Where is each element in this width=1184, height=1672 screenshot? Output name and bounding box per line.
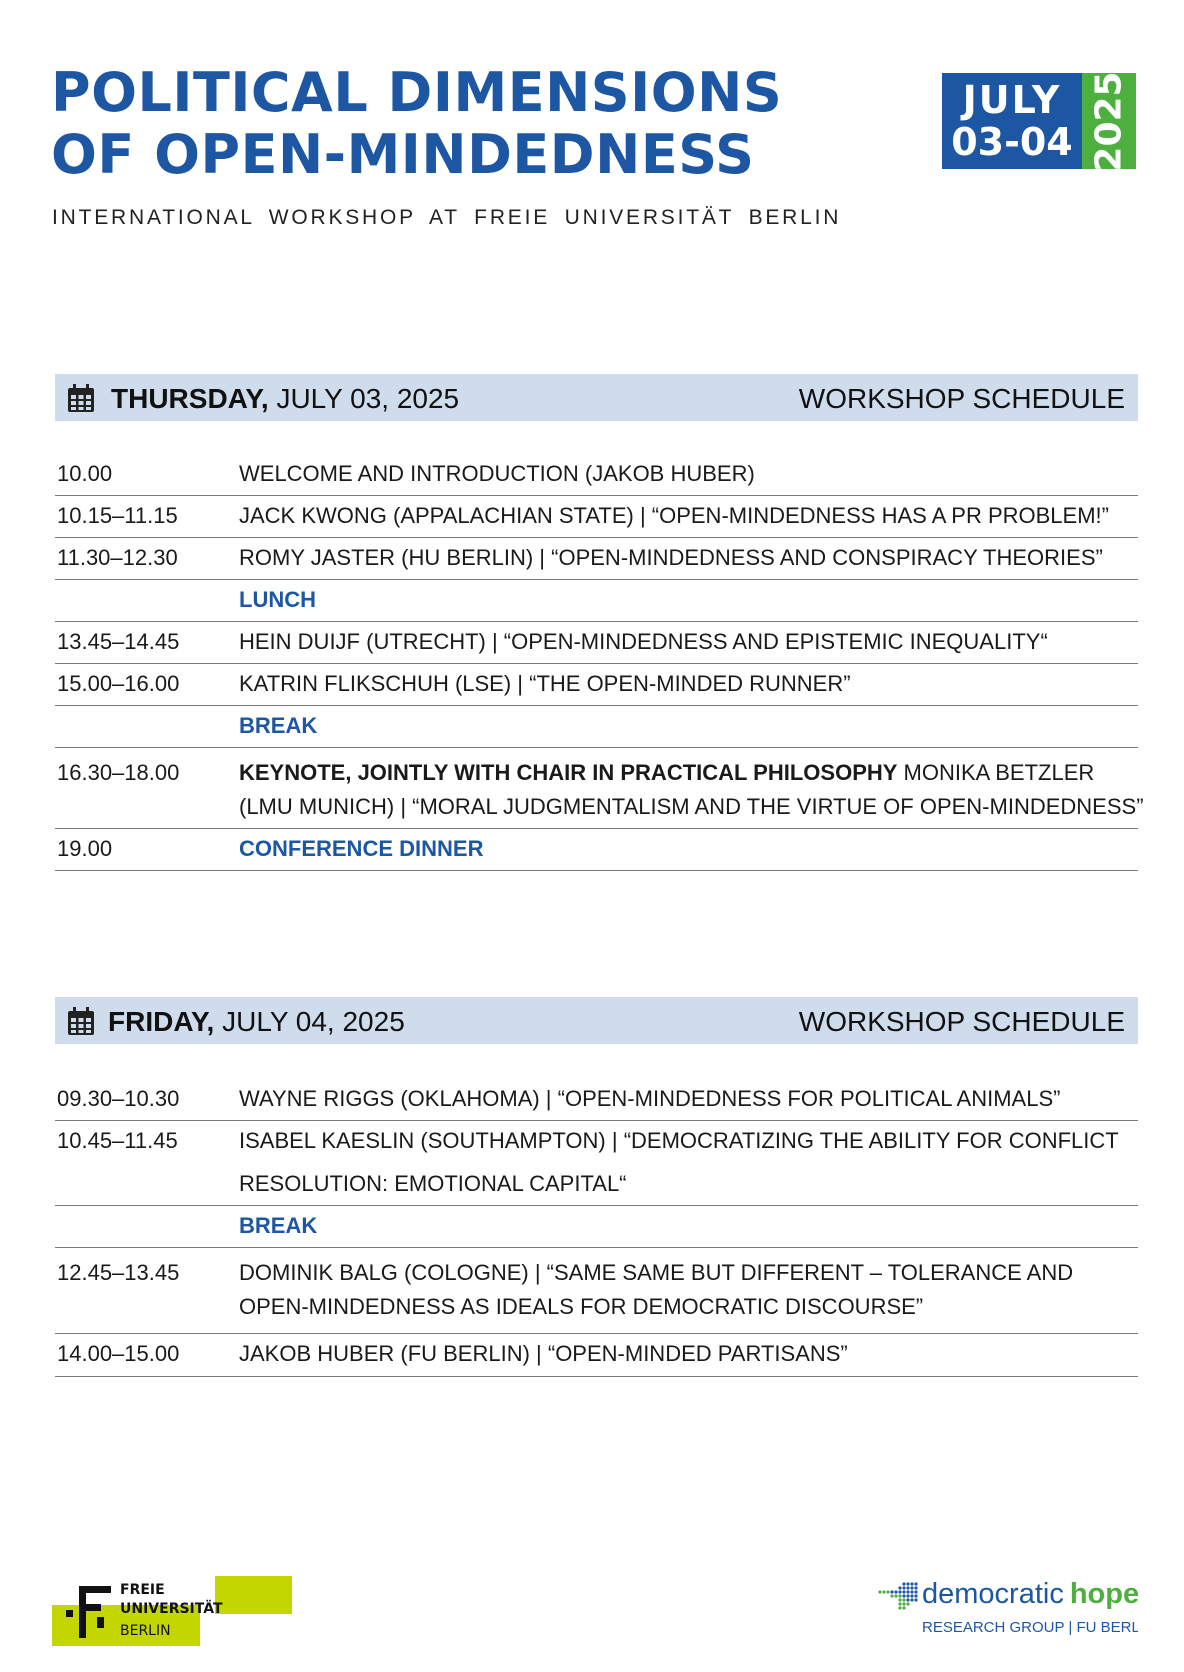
schedule-thursday <box>55 455 1144 871</box>
schedule-label: WORKSHOP SCHEDULE <box>798 1006 1125 1037</box>
row-text <box>239 748 1138 790</box>
schedule-row <box>55 538 1138 580</box>
schedule-row-lunch <box>55 580 1138 622</box>
schedule-row <box>55 1248 1138 1334</box>
row-text: KATRIN FLIKSCHUH (LSE) | “THE OPEN-MINDED RUNNER” <box>239 671 851 696</box>
date-badge-days <box>942 73 1082 169</box>
schedule-row <box>55 496 1138 538</box>
day-header-friday <box>55 997 1138 1044</box>
keynote-label: KEYNOTE, JOINTLY WITH CHAIR IN PRACTICAL PHILOSOPHY <box>239 760 898 785</box>
schedule-row-break <box>55 706 1138 748</box>
schedule-row-break <box>55 1206 1138 1248</box>
row-text: HEIN DUIJF (UTRECHT) | “OPEN-MINDEDNESS AND EPISTEMIC INEQUALITY“ <box>239 629 1048 654</box>
row-text: WELCOME AND INTRODUCTION (JAKOB HUBER) <box>239 461 755 486</box>
row-text: DOMINIK BALG (COLOGNE) | “SAME SAME BUT DIFFERENT – TOLERANCE AND <box>239 1260 1074 1285</box>
day-date: JULY 03, 2025 <box>268 383 460 414</box>
row-time: 19.00 <box>57 836 113 861</box>
badge-days: 03-04 <box>951 120 1073 164</box>
row-time: 09.30–10.30 <box>57 1086 180 1111</box>
day-name: FRIDAY, <box>108 1006 215 1037</box>
calendar-icon <box>68 384 94 412</box>
schedule-friday <box>55 1080 1138 1377</box>
row-time: 10.15–11.15 <box>57 503 178 528</box>
dots-map-icon <box>878 1582 917 1609</box>
freie-universitaet-logo <box>52 1576 292 1646</box>
day-title <box>111 383 459 415</box>
row-text-line-2: OPEN-MINDEDNESS AS IDEALS FOR DEMOCRATIC DISCOURSE” <box>239 1294 924 1319</box>
row-time: 10.45–11.45 <box>57 1128 178 1153</box>
row-text: ROMY JASTER (HU BERLIN) | “OPEN-MINDEDNESS AND CONSPIRACY THEORIES” <box>239 545 1103 570</box>
row-text: BREAK <box>239 713 318 738</box>
date-badge <box>942 70 1136 172</box>
schedule-row-keynote <box>55 748 1144 829</box>
row-text: CONFERENCE DINNER <box>239 836 484 861</box>
schedule-row <box>55 1121 1138 1206</box>
row-time: 12.45–13.45 <box>57 1260 180 1285</box>
day-name: THURSDAY, <box>111 383 269 414</box>
date-badge-year <box>1082 70 1136 172</box>
title-line-1: POLITICAL DIMENSIONS <box>51 61 783 124</box>
row-text: ISABEL KAESLIN (SOUTHAMPTON) | “DEMOCRATIZING THE ABILITY FOR CONFLICT <box>239 1128 1119 1153</box>
row-text: BREAK <box>239 1213 318 1238</box>
fu-line-1: FREIE <box>120 1582 165 1598</box>
row-time: 13.45–14.45 <box>57 629 180 654</box>
subtitle: INTERNATIONAL WORKSHOP AT FREIE UNIVERSITÄT BERLIN <box>52 206 842 229</box>
schedule-row <box>55 622 1138 664</box>
badge-month: JULY <box>962 78 1062 122</box>
schedule-row <box>55 1334 1138 1377</box>
schedule-row-dinner <box>55 829 1138 871</box>
democratic-hope-logo <box>876 1578 1138 1640</box>
row-text: JACK KWONG (APPALACHIAN STATE) | “OPEN-MINDEDNESS HAS A PR PROBLEM!” <box>239 503 1109 528</box>
row-time: 16.30–18.00 <box>57 760 180 785</box>
row-text-line-2: RESOLUTION: EMOTIONAL CAPITAL“ <box>239 1171 627 1196</box>
keynote-speaker: MONIKA BETZLER <box>897 760 1095 785</box>
calendar-icon <box>68 1007 94 1035</box>
fu-line-2: UNIVERSITÄT <box>120 1601 223 1617</box>
fu-logo-mark <box>52 1576 292 1646</box>
row-text: JAKOB HUBER (FU BERLIN) | “OPEN-MINDED PARTISANS” <box>239 1341 848 1366</box>
row-time: 11.30–12.30 <box>57 545 178 570</box>
day-title <box>108 1006 405 1038</box>
schedule-row <box>55 1080 1138 1121</box>
badge-year: 2025 <box>1088 70 1130 172</box>
row-time: 15.00–16.00 <box>57 671 180 696</box>
title-line-2: OF OPEN-MINDEDNESS <box>51 123 755 186</box>
schedule-row <box>55 455 1138 496</box>
day-date: JULY 04, 2025 <box>214 1006 405 1037</box>
page-title <box>51 62 811 186</box>
day-header-thursday <box>55 374 1138 421</box>
schedule-row <box>55 664 1138 706</box>
dh-word-2: hope <box>1069 1578 1138 1610</box>
fu-line-3: BERLIN <box>120 1623 171 1639</box>
row-time: 14.00–15.00 <box>57 1341 180 1366</box>
dh-logo-mark <box>876 1578 1138 1640</box>
schedule-label: WORKSHOP SCHEDULE <box>798 383 1125 414</box>
row-text: WAYNE RIGGS (OKLAHOMA) | “OPEN-MINDEDNESS FOR POLITICAL ANIMALS” <box>239 1086 1061 1111</box>
dh-subtitle: RESEARCH GROUP | FU BERLIN <box>922 1619 1138 1636</box>
row-text-line-2: (LMU MUNICH) | “MORAL JUDGMENTALISM AND THE VIRTUE OF OPEN-MINDEDNESS” <box>239 794 1144 819</box>
row-text: LUNCH <box>239 587 316 612</box>
dh-word-1: democratic <box>922 1578 1064 1610</box>
row-time: 10.00 <box>57 461 113 486</box>
dh-wordmark <box>922 1578 1138 1610</box>
